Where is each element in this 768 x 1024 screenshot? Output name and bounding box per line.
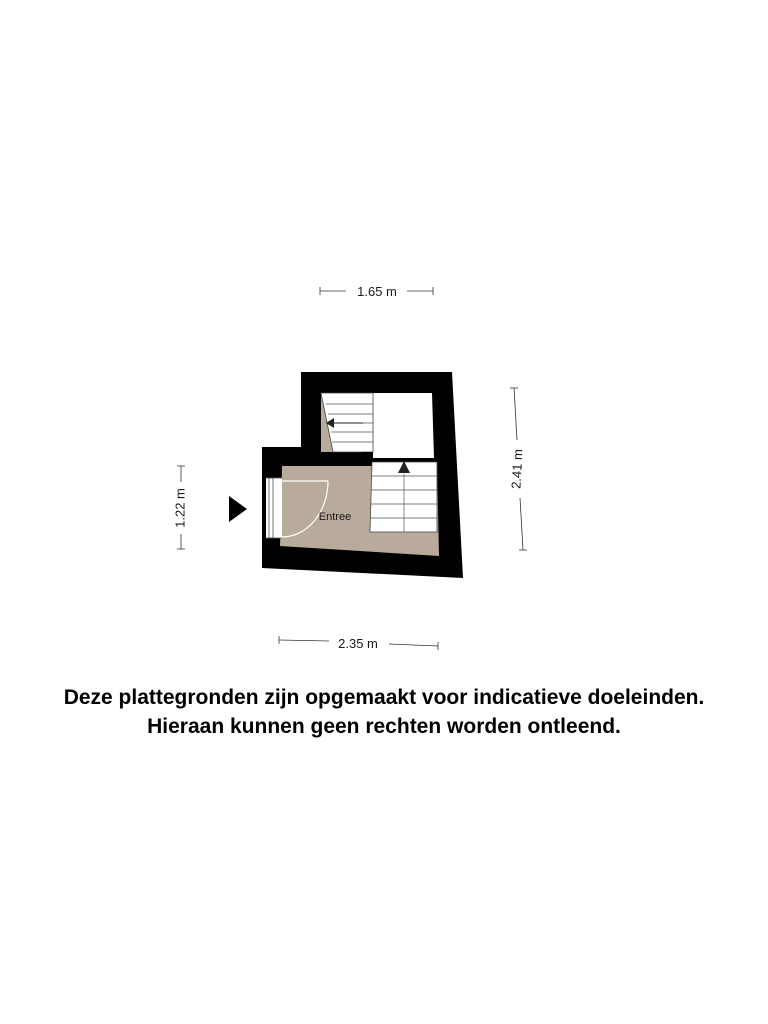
room-label-entree: Entree [318, 511, 352, 523]
entrance-arrow-icon [229, 496, 247, 522]
door-opening [266, 478, 282, 538]
dimension-right-label: 2.41 m [508, 448, 526, 490]
disclaimer-line-2: Hieraan kunnen geen rechten worden ontleend. [147, 715, 621, 738]
upper-landing [373, 393, 434, 458]
internal-wall [362, 452, 373, 466]
dimension-bottom-label: 2.35 m [338, 636, 378, 651]
disclaimer-line-1: Deze plattegronden zijn opgemaakt voor indicatieve doeleinden. [63, 686, 705, 709]
dimension-top-label: 1.65 m [357, 284, 397, 299]
dimension-left-label: 1.22 m [172, 488, 188, 528]
